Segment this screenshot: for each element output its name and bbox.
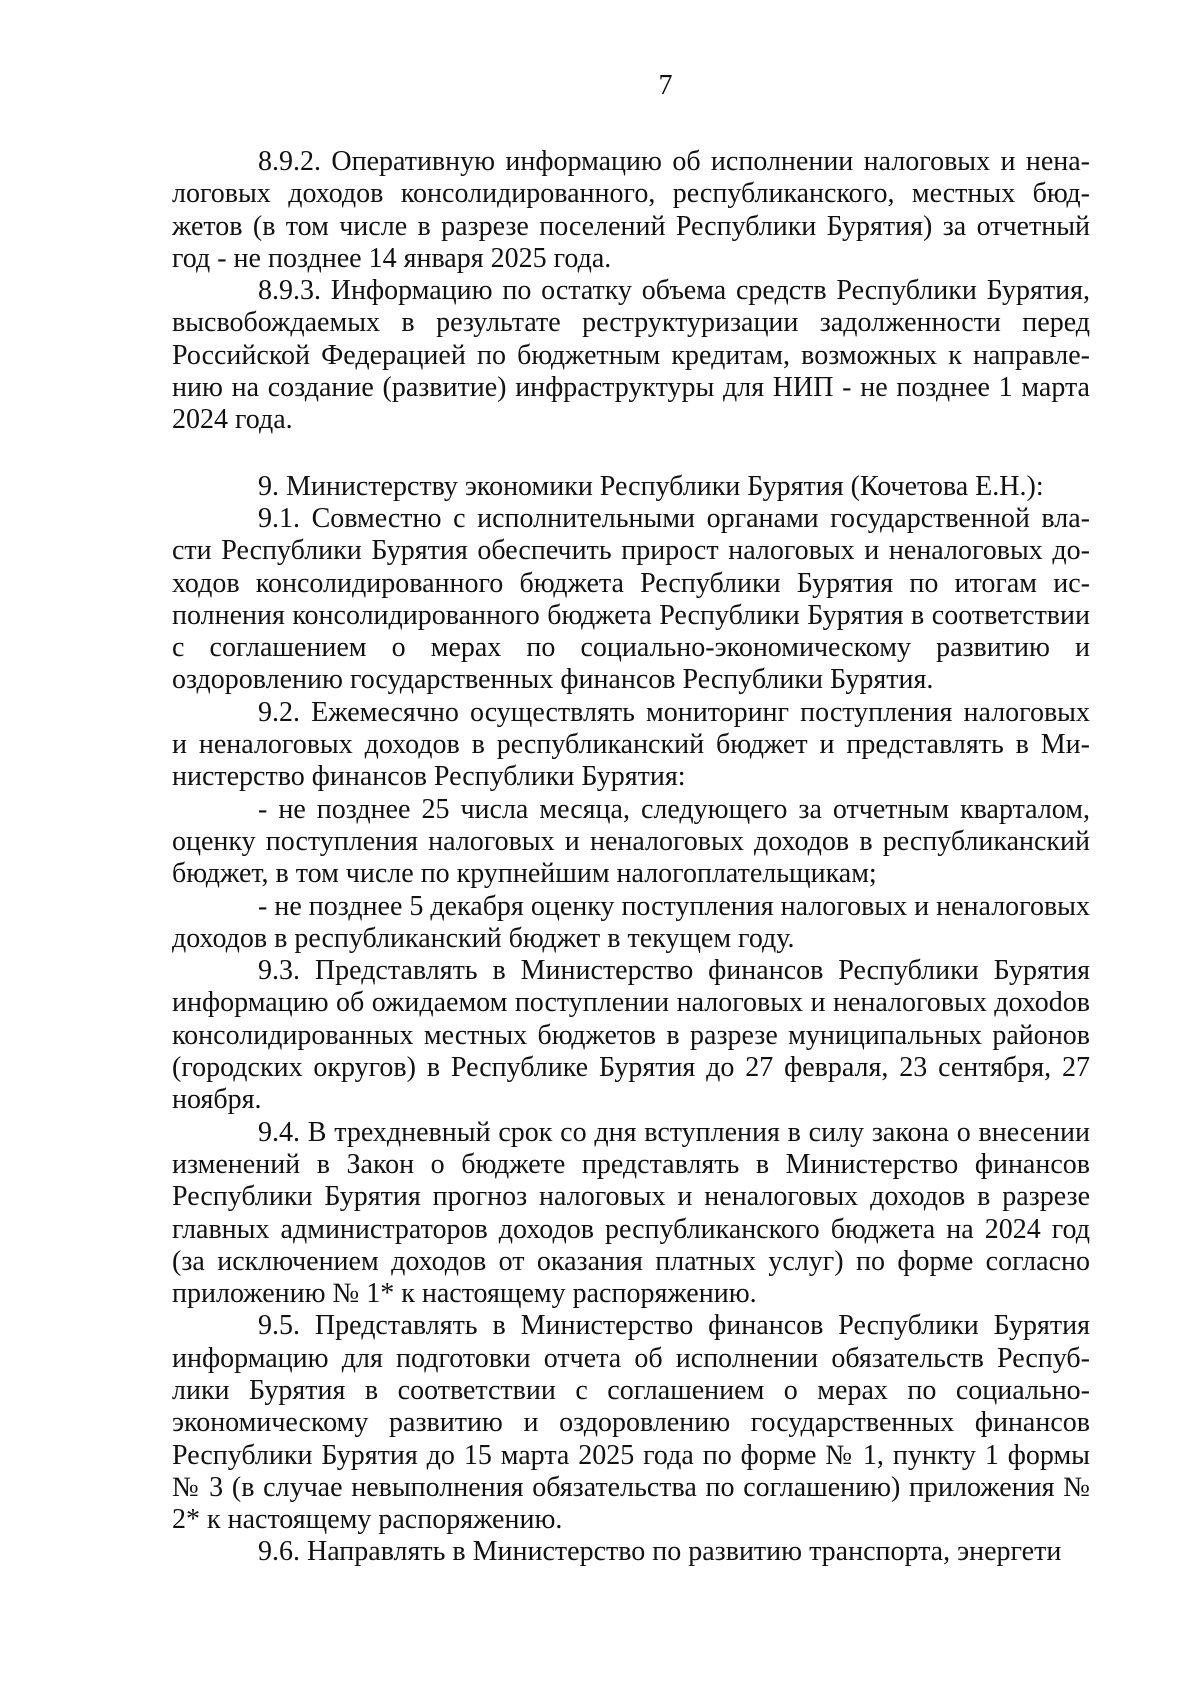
document-body <box>172 146 1090 1569</box>
paragraph-9-5: 9.5. Представлять в Министерство финансов Республики Бурятия информацию для подготовки отчета об исполнении обязательств Республики Бурятия в соответствии с соглашением о мерах по социально-экономическому развитию и оздоровлению государственных финансов Республики Бурятия до 15 марта 2025 года по форме № 1, пункту 1 формы № 3 (в случае невыполнения обязательства по соглашению) приложения № 2* к настоящему распоряжению. <box>172 1310 1090 1536</box>
paragraph-9-1: 9.1. Совместно с исполнительными органами государственной власти Республики Бурятия обеспечить прирост налоговых и неналоговых доходов консолидированного бюджета Республики Бурятия по итогам исполнения консолидированного бюджета Республики Бурятия в соответствии с соглашением о мерах по социально-экономическому развитию и оздоровлению государственных финансов Республики Бурятия. <box>172 502 1090 696</box>
list-item-9-2-b: - не позднее 5 декабря оценку поступления налоговых и неналоговых доходов в республиканский бюджет в текущем году. <box>172 890 1090 954</box>
paragraph-9-2: 9.2. Ежемесячно осуществлять мониторинг поступления налоговых и неналоговых доходов в республиканский бюджет и представлять в Министерство финансов Республики Бурятия: <box>172 696 1090 793</box>
page-number: 7 <box>658 70 673 101</box>
paragraph-9-6: 9.6. Направлять в Министерство по развитию транспорта, энергети <box>258 1536 1062 1568</box>
paragraph-8-9-2: 8.9.2. Оперативную информацию об исполнении налоговых и неналоговых доходов консолидированного, республиканского, местных бюджетов (в том числе в разрезе поселений Республики Бурятия) за отчетный год - не позднее 14 января 2025 года. <box>172 146 1090 274</box>
paragraph-9-heading: 9. Министерству экономики Республики Бурятия (Кочетова Е.Н.): <box>258 470 1044 502</box>
paragraph-9-3: 9.3. Представлять в Министерство финансов Республики Бурятия информацию об ожидаемом поступлении налоговых и неналоговых дохоdов консолидированных местных бюджетов в разрезе муниципальных районов (городских округов) в Республике Бурятия до 27 февраля, 23 сентября, 27 ноября. <box>172 955 1090 1116</box>
paragraph-9-4: 9.4. В трехдневный срок со дня вступления в силу закона о внесении изменений в Закон о бюджете представлять в Министерство финансов Республики Бурятия прогноз налоговых и неналоговых доходов в разрезе главных администраторов доходов республиканского бюджета на 2024 год (за исключением доходов от оказания платных услуг) по форме согласно приложению № 1* к настоящему распоряжению. <box>172 1116 1090 1310</box>
list-item-9-2-a: - не позднее 25 числа месяца, следующего за отчетным кварталом, оценку поступления налоговых и неналоговых доходов в республиканский бюджет, в том числе по крупнейшим налогоплательщикам; <box>172 793 1090 890</box>
paragraph-8-9-3: 8.9.3. Информацию по остатку объема средств Республики Бурятия, высвобождаемых в результате реструктуризации задолженности перед Российской Федерацией по бюджетным кредитам, возможных к направлению на создание (развитие) инфраструктуры для НИП - не позднее 1 марта 2024 года. <box>172 275 1090 436</box>
